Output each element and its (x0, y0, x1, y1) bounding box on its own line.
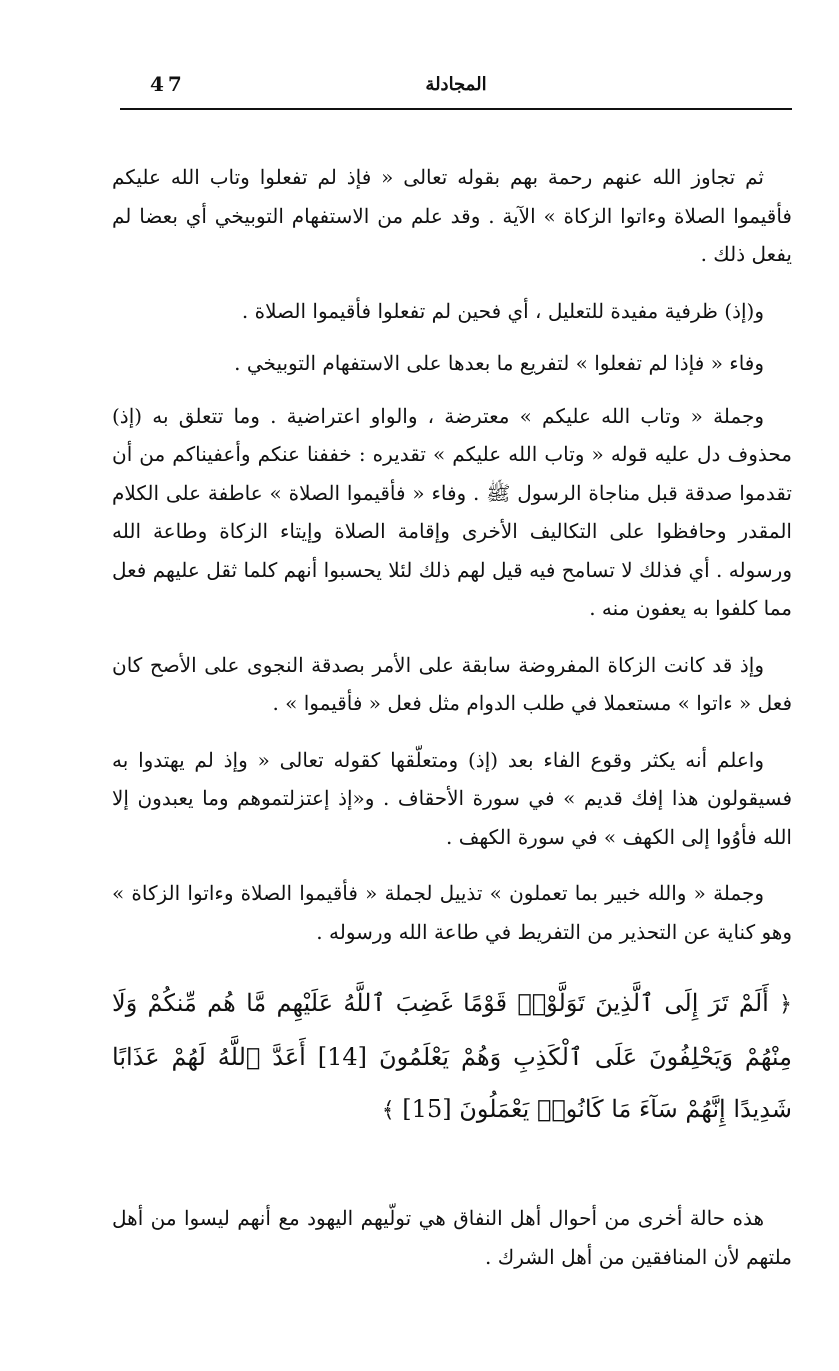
paragraph-7: وجملة « والله خبير بما تعملون » تذييل لجملة « فأقيموا الصلاة وءاتوا الزكاة » وهو كناية عن التحذير من التفريط في طاعة الله ورسوله . (112, 881, 792, 944)
verse-text: أَلَمْ تَرَ إِلَى ٱلَّذِينَ تَوَلَّوْا۟ قَوْمًا غَضِبَ ٱللَّهُ عَلَيْهِم مَّا هُم مِّنكُمْ وَلَا مِنْهُمْ وَيَحْلِفُونَ عَلَى ٱلْكَذِبِ وَهُمْ يَعْلَمُونَ [14] أَعَدَّ ٱللَّهُ لَهُمْ عَذَابًا شَدِيدًا إِنَّهُمْ سَآءَ مَا كَانُوا۟ يَعْمَلُونَ [15] (112, 989, 792, 1123)
paragraph-2: و(إذ) ظرفية مفيدة للتعليل ، أي فحين لم تفعلوا فأقيموا الصلاة . (241, 298, 764, 323)
verse-close-bracket: ﴾ (381, 1098, 395, 1123)
verse-open-bracket: ﴿ (779, 992, 792, 1017)
page-number: 47 (150, 72, 186, 96)
closing-paragraph: هذه حالة أخرى من أحوال أهل النفاق هي تولّيهم اليهود مع أنهم ليسوا من أهل ملتهم لأن المنافقين من أهل الشرك . (112, 1206, 792, 1269)
header-rule (120, 108, 792, 110)
paragraph-4: وجملة « وتاب الله عليكم » معترضة ، والواو اعتراضية . وما تتعلق به (إذ) محذوف دل عليه قوله « وتاب الله عليكم » تقديره : خففنا عنكم وأعفيناكم من أن تقدموا صدقة قبل مناجاة الرسول ﷺ . وفاء « فأقيموا الصلاة » عاطفة على الكلام المقدر وحافظوا على التكاليف الأخرى وإقامة الصلاة وإيتاء الزكاة وطاعة الله ورسوله . أي فذلك لا تسامح فيه قيل لهم ذلك لئلا يحسبوا أنهم كلما ثقل عليهم فعل مما كلفوا به يعفون منه . (112, 403, 792, 620)
paragraph-3: وفاء « فإذا لم تفعلوا » لتفريع ما بعدها على الاستفهام التوبيخي . (234, 351, 764, 375)
quran-verse (112, 977, 792, 1137)
running-title: المجادلة (425, 74, 487, 95)
paragraph-5: وإذ قد كانت الزكاة المفروضة سابقة على الأمر بصدقة النجوى على الأصح كان فعل « ءاتوا » مستعملا في طلب الدوام مثل فعل « فأقيموا » . (112, 652, 792, 715)
body-text (112, 158, 792, 1294)
paragraph-6: واعلم أنه يكثر وقوع الفاء بعد (إذ) ومتعلّقها كقوله تعالى « وإذ لم يهتدوا به فسيقولون هذا إفك قديم » في سورة الأحقاف . و«إذ إعتزلتموهم وما يعبدون إلا الله فأوُوا إلى الكهف » في سورة الكهف . (112, 747, 792, 849)
paragraph-1: ثم تجاوز الله عنهم رحمة بهم بقوله تعالى « فإذ لم تفعلوا وتاب الله عليكم فأقيموا الصلاة وءاتوا الزكاة » الآية . وقد علم من الاستفهام التوبيخي أي بعضا لم يفعل ذلك . (112, 165, 792, 266)
page-header (120, 70, 792, 106)
